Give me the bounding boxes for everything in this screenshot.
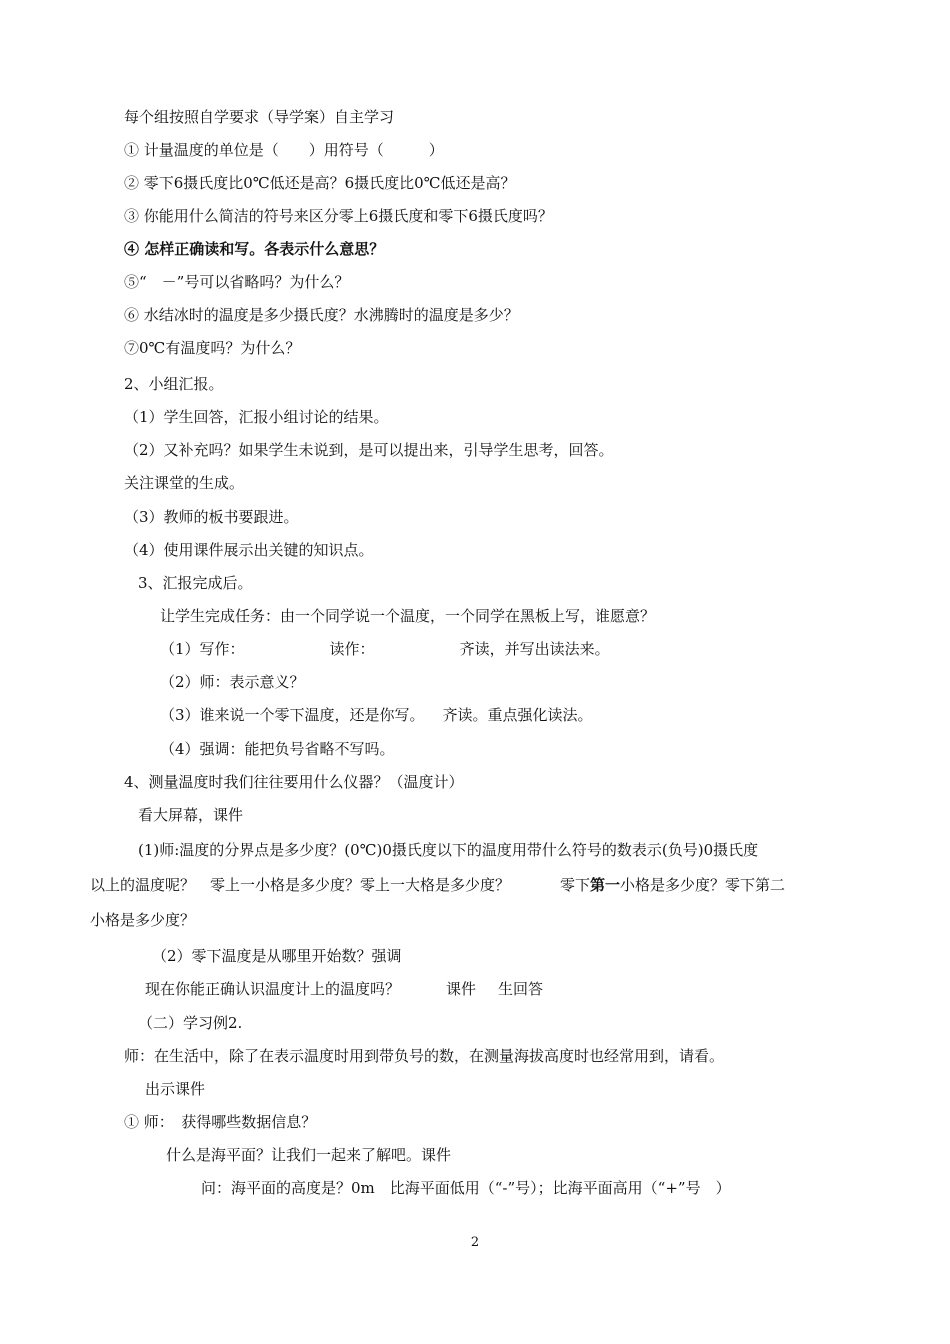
text-line: （4）强调：能把负号省略不写吗。 — [160, 740, 395, 758]
text-line: 关注课堂的生成。 — [124, 474, 245, 492]
text-line: ① 计量温度的单位是（ ）用符号（ ） — [124, 141, 444, 159]
section-heading: 3、汇报完成后。 — [138, 574, 253, 592]
section-heading: 2、小组汇报。 — [124, 375, 224, 393]
page-number: 2 — [470, 1235, 480, 1250]
text-line: 看大屏幕，课件 — [138, 806, 244, 824]
text-line: （2）师：表示意义？ — [160, 673, 305, 691]
text-line: ② 零下6摄氏度比0℃低还是高？6摄氏度比0℃低还是高？ — [124, 174, 516, 192]
text-segment: 零下 — [560, 876, 591, 894]
text-line: 出示课件 — [145, 1080, 206, 1098]
text-line — [160, 705, 593, 725]
text-segment: 齐读。重点强化读法。 — [442, 706, 593, 724]
text-segment-bold: 第一 — [590, 876, 621, 894]
text-segment: （1）写作： — [160, 640, 245, 658]
text-segment: 小格是多少度？零下第二 — [620, 876, 786, 894]
text-line: （4）使用课件展示出关键的知识点。 — [124, 541, 374, 559]
text-line: （1）学生回答，汇报小组讨论的结果。 — [124, 408, 389, 426]
text-line: 问：海平面的高度是？0m 比海平面低用（“-”号）；比海平面高用（“+”号 ） — [201, 1179, 731, 1197]
text-line: （2）又补充吗？如果学生未说到，是可以提出来，引导学生思考，回答。 — [124, 441, 614, 459]
text-line — [90, 875, 785, 895]
text-line: （2）零下温度是从哪里开始数？强调 — [152, 947, 402, 965]
text-line: （3）教师的板书要跟进。 — [124, 508, 299, 526]
text-segment: 现在你能正确认识温度计上的温度吗？ — [145, 980, 401, 998]
text-segment: （3）谁来说一个零下温度，还是你写。 — [160, 706, 425, 724]
text-segment: 以上的温度呢？ 零上一小格是多少度？零上一大格是多少度？ — [90, 876, 511, 894]
text-segment: 生回答 — [498, 980, 544, 998]
text-line: 每个组按照自学要求（导学案）自主学习 — [124, 108, 395, 126]
section-heading: 4、测量温度时我们往往要用什么仪器？（温度计） — [124, 773, 464, 791]
text-line: ③ 你能用什么简洁的符号来区分零上6摄氏度和零下6摄氏度吗？ — [124, 207, 553, 225]
text-line: 师：在生活中，除了在表示温度时用到带负号的数，在测量海拔高度时也经常用到，请看。 — [124, 1047, 725, 1065]
text-line-bold: ④ 怎样正确读和写。各表示什么意思？ — [124, 240, 385, 258]
text-line: ⑤“ －”号可以省略吗？为什么？ — [124, 273, 350, 291]
text-line: 让学生完成任务：由一个同学说一个温度，一个同学在黑板上写，谁愿意？ — [160, 607, 656, 625]
text-line: ① 师： 获得哪些数据信息？ — [124, 1113, 317, 1131]
text-line: 小格是多少度？ — [90, 911, 196, 929]
text-line: (1)师:温度的分界点是多少度？(0℃)0摄氏度以下的温度用带什么符号的数表示(负号)0摄氏度 — [138, 841, 759, 859]
text-line — [145, 979, 543, 999]
section-heading: （二）学习例2. — [138, 1014, 243, 1032]
text-line: ⑦0℃有温度吗？为什么？ — [124, 339, 301, 357]
text-line — [160, 639, 610, 659]
text-segment: 齐读，并写出读法来。 — [459, 640, 610, 658]
text-line: 什么是海平面？让我们一起来了解吧。课件 — [166, 1146, 452, 1164]
text-segment: 读作： — [329, 640, 375, 658]
text-line: ⑥ 水结冰时的温度是多少摄氏度？水沸腾时的温度是多少？ — [124, 306, 519, 324]
text-segment: 课件 — [446, 980, 477, 998]
